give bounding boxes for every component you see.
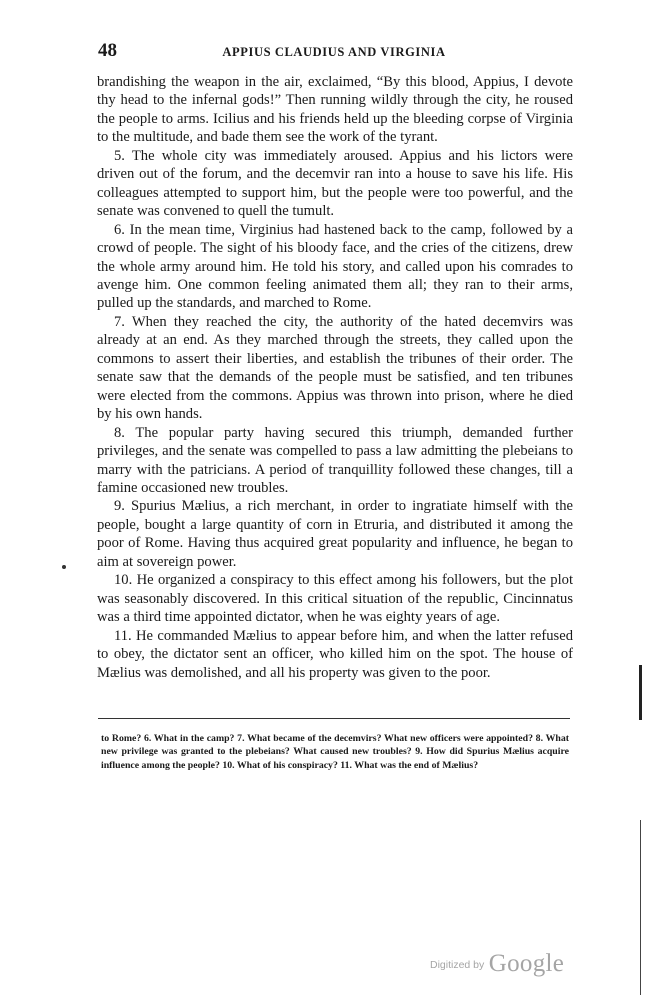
- footnote-questions: [101, 732, 569, 772]
- google-logo: Google: [488, 950, 565, 977]
- page-number: 48: [98, 40, 117, 61]
- page-header: [98, 40, 570, 62]
- margin-mark: [639, 665, 642, 720]
- paragraph-continuation: brandishing the weapon in the air, exclaimed, “By this blood, Appius, I devote thy head to the infernal gods!” Then running wildly through the city, he roused the people to arms. Icilius and his friends held up the bleeding corpse of Virginia to the multitude, and bade them see the work of the tyrant.: [97, 74, 573, 146]
- digitized-watermark: [430, 950, 564, 978]
- watermark-prefix: Digitized by: [430, 959, 485, 971]
- paragraph-7: 7. When they reached the city, the authority of the hated decemvirs was already at an end. As they marched through the streets, they called upon the commons to assert their liberties, and establish the tribunes of their order. The senate saw that the demands of the people must be satisfied, and ten tribunes were elected from the commons. Appius was thrown into prison, where he died by his own hands.: [97, 313, 573, 423]
- scan-edge-line: [640, 820, 641, 995]
- margin-speck: [62, 565, 66, 569]
- running-title: APPIUS CLAUDIUS AND VIRGINIA: [222, 45, 446, 59]
- paragraph-10: 10. He organized a conspiracy to this effect among his followers, but the plot was seasonably discovered. In this critical situation of the republic, Cincinnatus was a third time appointed dictator, when he was eighty years of age.: [97, 572, 573, 626]
- paragraph-6: 6. In the mean time, Virginius had hastened back to the camp, followed by a crowd of people. The sight of his bloody face, and the cries of the citizens, drew the whole army around him. He told his story, and called upon his comrades to avenge him. One common feeling animated them all; they ran to their arms, pulled up the standards, and marched to Rome.: [97, 221, 573, 312]
- paragraph-8: 8. The popular party having secured this triumph, demanded further privileges, and the senate was compelled to pass a law admitting the plebeians to marry with the patricians. A period of tranquillity followed these changes, till a famine occasioned new troubles.: [97, 424, 573, 496]
- paragraph-11: 11. He commanded Mælius to appear before him, and when the latter refused to obey, the dictator sent an officer, who killed him on the spot. The house of Mælius was demolished, and all his property was given to the poor.: [97, 627, 573, 681]
- footnote-divider: [98, 718, 570, 719]
- paragraph-5: 5. The whole city was immediately aroused. Appius and his lictors were driven out of the forum, and the decemvir ran into a house to save his life. His colleagues attempted to support him, but the people were too powerful, and the senate was convened to quell the tumult.: [97, 147, 573, 220]
- paragraph-9: 9. Spurius Mælius, a rich merchant, in order to ingratiate himself with the people, bought a large quantity of corn in Etruria, and distributed it among the poor of Rome. Having thus acquired great popularity and influence, he began to aim at sovereign power.: [97, 498, 573, 570]
- body-text: [97, 73, 573, 682]
- footnote-text: to Rome? 6. What in the camp? 7. What became of the decemvirs? What new officers were appointed? 8. What new privilege was granted to the plebeians? What caused new troubles? 9. How did Spurius Mælius acquire influence among the people? 10. What of his conspiracy? 11. What was the end of Mælius?: [101, 733, 569, 771]
